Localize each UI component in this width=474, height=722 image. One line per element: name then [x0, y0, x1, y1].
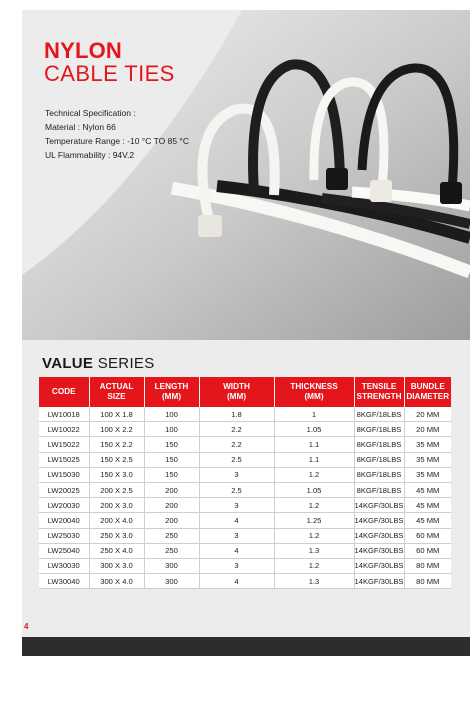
table-cell: 14KGF/30LBS [354, 543, 404, 558]
table-cell: 200 [144, 513, 199, 528]
table-cell: 150 [144, 467, 199, 482]
table-cell: 60 MM [404, 543, 451, 558]
title-line-2: CABLE TIES [44, 61, 175, 86]
table-cell: 1.3 [274, 543, 354, 558]
table-cell: 150 X 2.2 [89, 437, 144, 452]
table-cell: 1.1 [274, 437, 354, 452]
table-row [39, 437, 451, 452]
column-header [89, 377, 144, 407]
table-cell: LW30040 [39, 574, 89, 589]
table-cell: 8KGF/18LBS [354, 437, 404, 452]
table-row [39, 452, 451, 467]
table-cell: 45 MM [404, 513, 451, 528]
product-title [44, 40, 175, 86]
table-cell: 200 [144, 482, 199, 497]
table-cell: 250 [144, 528, 199, 543]
table-cell: 150 [144, 452, 199, 467]
table-cell: 60 MM [404, 528, 451, 543]
table-cell: 1.2 [274, 528, 354, 543]
column-header [354, 377, 404, 407]
table-cell: 1.2 [274, 558, 354, 573]
column-header [39, 377, 89, 407]
table-cell: 20 MM [404, 407, 451, 422]
table-cell: 3 [199, 467, 274, 482]
table-cell: 300 [144, 558, 199, 573]
table-row [39, 543, 451, 558]
table-cell: LW10022 [39, 422, 89, 437]
table-cell: 1.1 [274, 452, 354, 467]
cable-tie-head [370, 180, 392, 202]
footer-bar [22, 637, 470, 656]
table-cell: LW15022 [39, 437, 89, 452]
table-cell: 8KGF/18LBS [354, 482, 404, 497]
table-cell: 300 X 4.0 [89, 574, 144, 589]
table-cell: 1.25 [274, 513, 354, 528]
column-header [199, 377, 274, 407]
table-cell: 14KGF/30LBS [354, 498, 404, 513]
table-cell: LW15025 [39, 452, 89, 467]
table-cell: 1.8 [199, 407, 274, 422]
table-cell: LW10018 [39, 407, 89, 422]
column-header-text: SIZE [107, 392, 126, 401]
column-header-text: TENSILE [361, 382, 397, 391]
table-cell: 300 [144, 574, 199, 589]
table-cell: LW30030 [39, 558, 89, 573]
column-header-text: CODE [51, 387, 76, 396]
table-row [39, 513, 451, 528]
table-cell: 4 [199, 574, 274, 589]
cable-tie-head [440, 182, 462, 204]
table-cell: 100 X 2.2 [89, 422, 144, 437]
table-cell: 45 MM [404, 482, 451, 497]
table-row [39, 467, 451, 482]
cable-tie-head [198, 215, 222, 237]
table-cell: 200 X 3.0 [89, 498, 144, 513]
column-header-text: (MM) [161, 392, 182, 401]
table-cell: 35 MM [404, 437, 451, 452]
spec-line: Technical Specification : [45, 108, 136, 118]
table-cell: 3 [199, 528, 274, 543]
spec-table [39, 377, 451, 589]
table-cell: 2.2 [199, 422, 274, 437]
table-cell: 8KGF/18LBS [354, 467, 404, 482]
table-cell: 35 MM [404, 467, 451, 482]
table-cell: 100 X 1.8 [89, 407, 144, 422]
table-cell: 1.3 [274, 574, 354, 589]
table-cell: 4 [199, 543, 274, 558]
table-cell: 250 X 4.0 [89, 543, 144, 558]
table-cell: 3 [199, 498, 274, 513]
table-cell: 8KGF/18LBS [354, 407, 404, 422]
column-header-text: LENGTH [154, 382, 189, 391]
column-header-text: STRENGTH [356, 392, 402, 401]
spec-line: UL Flammability : 94V.2 [45, 150, 135, 160]
table-cell: 150 X 3.0 [89, 467, 144, 482]
table-cell: 1.05 [274, 482, 354, 497]
table-cell: 1 [274, 407, 354, 422]
table-cell: 14KGF/30LBS [354, 528, 404, 543]
spec-line: Temperature Range : -10 °C TO 85 °C [45, 136, 189, 146]
column-header [144, 377, 199, 407]
series-heading [42, 355, 155, 372]
table-cell: 250 X 3.0 [89, 528, 144, 543]
table-cell: 1.2 [274, 467, 354, 482]
page-number: 4 [24, 622, 29, 631]
table-cell: 1.2 [274, 498, 354, 513]
spec-line: Material : Nylon 66 [45, 122, 116, 132]
table-cell: 200 X 2.5 [89, 482, 144, 497]
table-cell: 80 MM [404, 558, 451, 573]
table-cell: 35 MM [404, 452, 451, 467]
table-cell: 300 X 3.0 [89, 558, 144, 573]
table-cell: 14KGF/30LBS [354, 558, 404, 573]
table-cell: 100 [144, 422, 199, 437]
table-cell: LW20040 [39, 513, 89, 528]
table-cell: 80 MM [404, 574, 451, 589]
column-header-text: ACTUAL [99, 382, 134, 391]
table-row [39, 422, 451, 437]
column-header [404, 377, 451, 407]
table-cell: 14KGF/30LBS [354, 574, 404, 589]
table-cell: 4 [199, 513, 274, 528]
cable-tie-head [326, 168, 348, 190]
table-cell: 150 X 2.5 [89, 452, 144, 467]
column-header-text: (MM) [304, 392, 324, 401]
table-cell: LW25030 [39, 528, 89, 543]
table-row [39, 482, 451, 497]
table-cell: LW25040 [39, 543, 89, 558]
table-row [39, 407, 451, 422]
table-cell: 20 MM [404, 422, 451, 437]
title-line-1: NYLON [44, 38, 122, 63]
table-row [39, 498, 451, 513]
table-cell: 2.2 [199, 437, 274, 452]
series-heading-bold: VALUE [42, 355, 94, 372]
table-cell: 1.05 [274, 422, 354, 437]
table-cell: 200 [144, 498, 199, 513]
table-cell: 250 [144, 543, 199, 558]
table-cell: 8KGF/18LBS [354, 452, 404, 467]
table-cell: 45 MM [404, 498, 451, 513]
technical-specifications [45, 106, 189, 162]
table-cell: 2.5 [199, 482, 274, 497]
column-header-text: BUNDLE [410, 382, 445, 391]
column-header-text: DIAMETER [406, 392, 450, 401]
table-cell: 100 [144, 407, 199, 422]
table-header-row [39, 377, 451, 407]
table-cell: LW20025 [39, 482, 89, 497]
table-row [39, 558, 451, 573]
table-body [39, 407, 451, 589]
table-cell: 8KGF/18LBS [354, 422, 404, 437]
table-row [39, 574, 451, 589]
table-cell: LW15030 [39, 467, 89, 482]
table-cell: 150 [144, 437, 199, 452]
table-row [39, 528, 451, 543]
table-cell: 200 X 4.0 [89, 513, 144, 528]
column-header-text: WIDTH [223, 382, 250, 391]
table-cell: 14KGF/30LBS [354, 513, 404, 528]
column-header-text: (MM) [226, 392, 247, 401]
series-heading-rest: SERIES [93, 355, 155, 372]
table-cell: 3 [199, 558, 274, 573]
column-header [274, 377, 354, 407]
table-cell: LW20030 [39, 498, 89, 513]
table-cell: 2.5 [199, 452, 274, 467]
catalog-page [22, 10, 470, 656]
column-header-text: THICKNESS [290, 382, 338, 391]
